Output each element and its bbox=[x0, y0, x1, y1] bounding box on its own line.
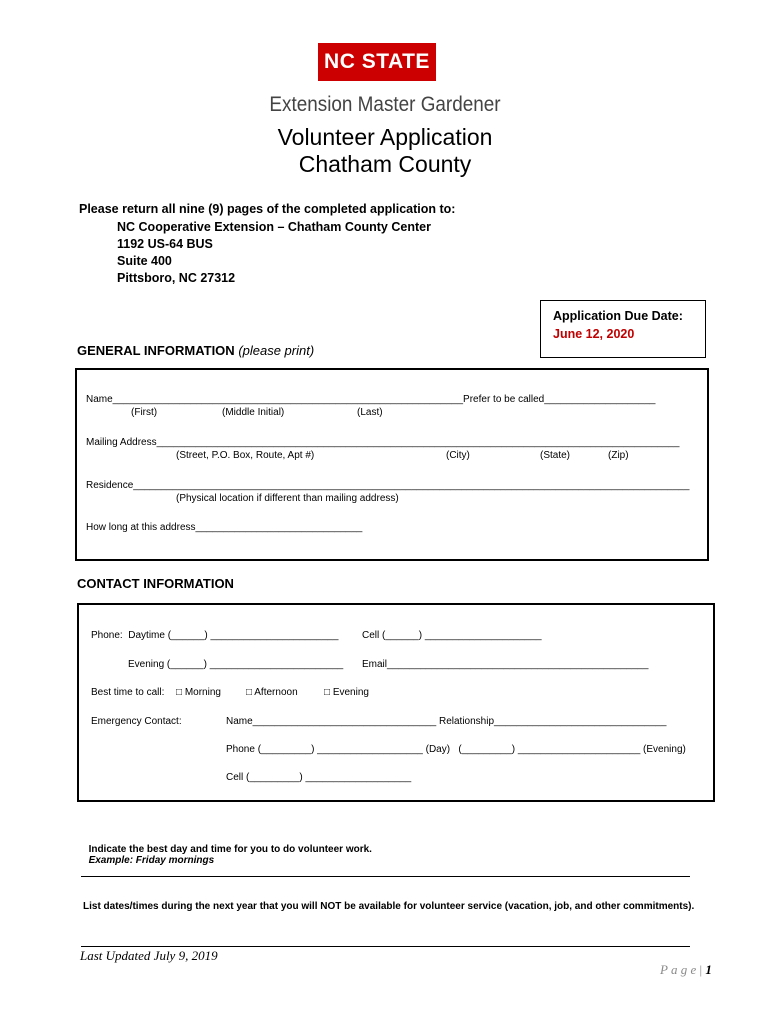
county-title: Chatham County bbox=[298, 151, 472, 177]
general-info-heading bbox=[77, 343, 314, 358]
best-day-prompt bbox=[83, 833, 372, 866]
last-name-caption: (Last) bbox=[357, 407, 383, 418]
return-address bbox=[117, 219, 431, 287]
state-caption: (State) bbox=[540, 450, 571, 461]
evening-phone-field[interactable]: Evening (______) ________________________ bbox=[128, 659, 344, 670]
form-title: Volunteer Application bbox=[277, 124, 493, 150]
address-line: 1192 US-64 BUS bbox=[117, 237, 213, 251]
page-number bbox=[660, 962, 712, 978]
first-name-caption: (First) bbox=[131, 407, 158, 418]
city-caption: (City) bbox=[446, 450, 470, 461]
street-caption: (Street, P.O. Box, Route, Apt #) bbox=[176, 450, 315, 461]
due-date-box bbox=[540, 300, 706, 358]
email-field[interactable]: Email_______________________________________________ bbox=[362, 659, 649, 670]
best-day-answer-line[interactable] bbox=[81, 876, 690, 877]
page-separator: | bbox=[699, 962, 703, 977]
best-time-label: Best time to call: bbox=[91, 687, 165, 698]
return-instruction: Please return all nine (9) pages of the completed application to: bbox=[79, 202, 456, 216]
emergency-phone-field[interactable]: Phone (_________) ___________________ (Day) (_________) ______________________ (Evening) bbox=[226, 744, 686, 755]
general-info-note: (please print) bbox=[238, 343, 315, 358]
emergency-name-field[interactable]: Name_________________________________ Relationship_______________________________ bbox=[226, 716, 667, 727]
nc-state-logo: NC STATE bbox=[318, 43, 436, 81]
middle-initial-caption: (Middle Initial) bbox=[222, 407, 285, 418]
emergency-cell-field[interactable]: Cell (_________) ___________________ bbox=[226, 772, 412, 783]
contact-info-heading: CONTACT INFORMATION bbox=[77, 576, 234, 591]
name-field[interactable]: Name_______________________________________________________________Prefer to be called____________________ bbox=[86, 394, 656, 405]
emergency-contact-label: Emergency Contact: bbox=[91, 716, 182, 727]
page-word: P a g e bbox=[660, 962, 697, 977]
last-updated: Last Updated July 9, 2019 bbox=[80, 948, 218, 963]
how-long-field[interactable]: How long at this address______________________________ bbox=[86, 522, 363, 533]
address-line: Pittsboro, NC 27312 bbox=[117, 271, 236, 285]
afternoon-checkbox[interactable]: □ Afternoon bbox=[246, 687, 298, 698]
address-line: Suite 400 bbox=[117, 254, 172, 268]
morning-checkbox[interactable]: □ Morning bbox=[176, 687, 221, 698]
best-day-example: Example: Friday mornings bbox=[88, 855, 215, 866]
not-available-prompt: List dates/times during the next year that you will NOT be available for volunteer service (vacation, job, and other commitments). bbox=[83, 901, 695, 912]
cell-phone-field[interactable]: Cell (______) _____________________ bbox=[362, 630, 542, 641]
mailing-address-field[interactable]: Mailing Address______________________________________________________________________________________________ bbox=[86, 437, 680, 448]
due-date-label: Application Due Date: bbox=[553, 309, 683, 323]
daytime-phone-field[interactable]: Phone: Daytime (______) _______________________ bbox=[91, 630, 339, 641]
evening-checkbox[interactable]: □ Evening bbox=[324, 687, 369, 698]
best-day-label: Indicate the best day and time for you to do volunteer work. bbox=[88, 844, 372, 855]
due-date-value: June 12, 2020 bbox=[553, 327, 635, 341]
program-name: Extension Master Gardener bbox=[269, 93, 501, 116]
page-num: 1 bbox=[705, 962, 712, 977]
residence-field[interactable]: Residence____________________________________________________________________________________________________ bbox=[86, 480, 690, 491]
general-info-title: GENERAL INFORMATION bbox=[77, 343, 235, 358]
address-line: NC Cooperative Extension – Chatham County Center bbox=[117, 220, 431, 234]
not-available-answer-line[interactable] bbox=[81, 946, 690, 947]
residence-caption: (Physical location if different than mailing address) bbox=[176, 493, 399, 504]
zip-caption: (Zip) bbox=[608, 450, 629, 461]
